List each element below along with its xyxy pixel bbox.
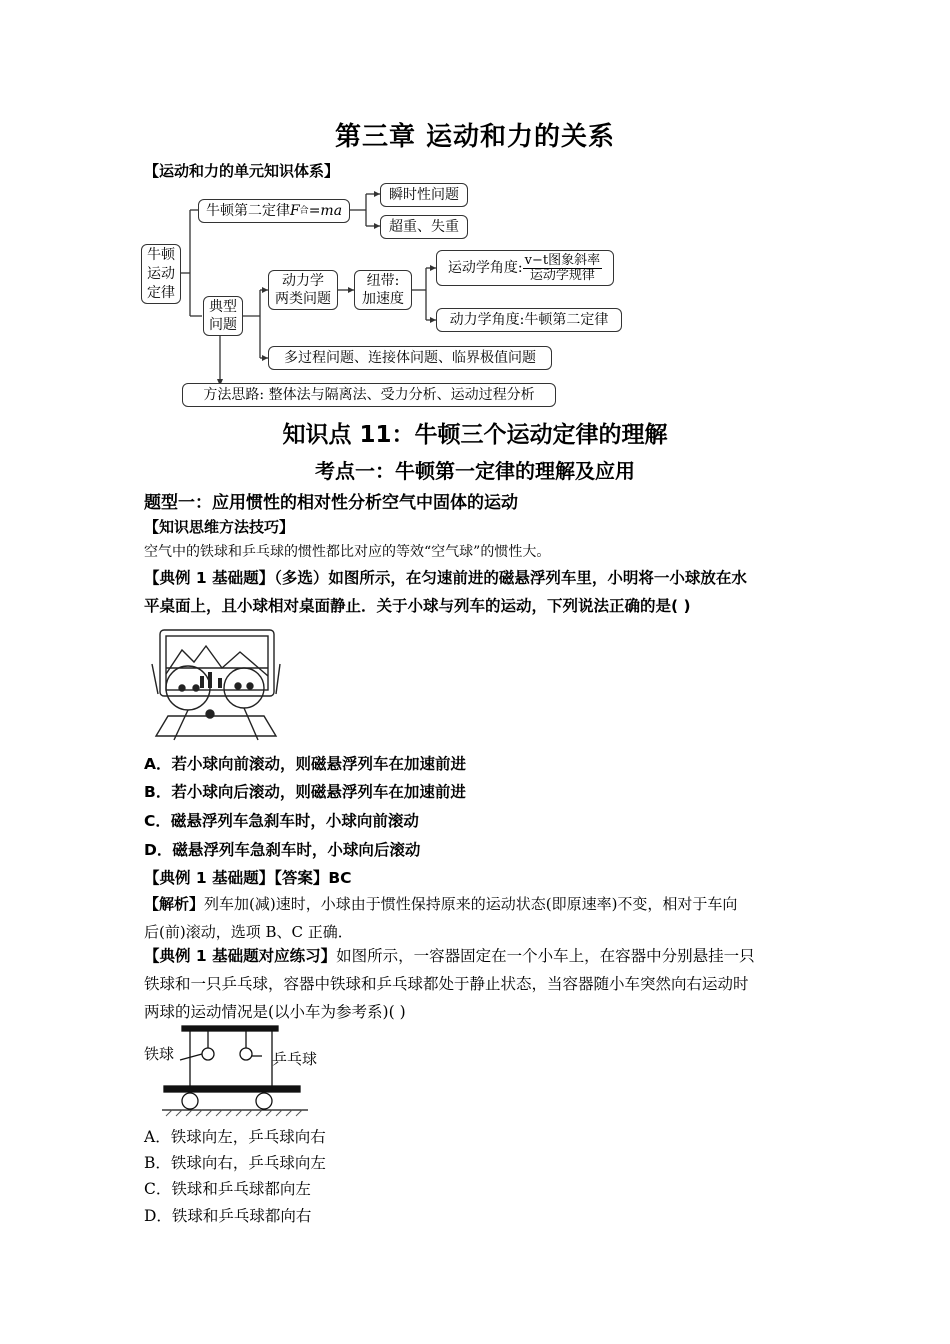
kinematic-label: 运动学角度: bbox=[447, 260, 523, 276]
example1-text-2: 平桌面上，且小球相对桌面静止．关于小球与列车的运动，下列说法正确的是( ) bbox=[144, 597, 691, 615]
second-law-prefix: 牛顿第二定律 bbox=[205, 203, 290, 219]
practice-option-c: C．铁球和乒乓球都向左 bbox=[144, 1180, 311, 1198]
example1-question bbox=[144, 564, 814, 620]
practice-question bbox=[144, 942, 814, 1026]
system-heading: 【运动和力的单元知识体系】 bbox=[144, 162, 340, 180]
example1-text-1: （多选）如图所示，在匀速前进的磁悬浮列车里，小明将一小球放在水 bbox=[274, 569, 747, 587]
figure-iron-label: 铁球 bbox=[144, 1045, 175, 1063]
diagram-overweight: 超重、失重 bbox=[380, 215, 468, 239]
second-law-f: F bbox=[289, 203, 300, 219]
diagram-multi-process: 多过程问题、连接体问题、临界极值问题 bbox=[268, 346, 552, 370]
example1-option-d: D．磁悬浮列车急刹车时，小球向后滚动 bbox=[144, 841, 421, 859]
analysis-line2: 后(前)滚动，选项 B、C 正确． bbox=[144, 923, 353, 941]
kinematic-fraction bbox=[523, 254, 602, 283]
question-type-title: 题型一：应用惯性的相对性分析空气中固体的运动 bbox=[144, 493, 518, 513]
practice-line1: 如图所示，一容器固定在一个小车上，在容器中分别悬挂一只 bbox=[336, 947, 755, 965]
exam-point-title: 考点一：牛顿第一定律的理解及应用 bbox=[315, 459, 635, 483]
second-law-sub: 合 bbox=[299, 206, 309, 216]
analysis-label: 【解析】 bbox=[144, 895, 205, 913]
tips-text: 空气中的铁球和乒乓球的惯性都比对应的等效“空气球”的惯性大。 bbox=[144, 544, 551, 560]
example1-label: 【典例 1 基础题】 bbox=[144, 569, 275, 587]
example1-analysis bbox=[144, 890, 814, 946]
diagram-kinematic-angle bbox=[436, 250, 614, 286]
answer-label: 【典例 1 基础题】【答案】 bbox=[144, 869, 329, 887]
practice-label: 【典例 1 基础题对应练习】 bbox=[144, 947, 337, 965]
practice-option-d: D．铁球和乒乓球都向右 bbox=[144, 1207, 312, 1225]
cart-diagram bbox=[142, 1022, 332, 1118]
diagram-bridge: 纽带: 加速度 bbox=[354, 270, 412, 310]
example1-option-b: B．若小球向后滚动，则磁悬浮列车在加速前进 bbox=[144, 783, 466, 801]
diagram-typical: 典型 问题 bbox=[203, 296, 243, 336]
example1-option-a: A．若小球向前滚动，则磁悬浮列车在加速前进 bbox=[144, 755, 466, 773]
practice-option-b: B．铁球向右，乒乓球向左 bbox=[144, 1154, 326, 1172]
figure-pingpong-label: 乒乓球 bbox=[272, 1050, 318, 1068]
page-title: 第三章 运动和力的关系 bbox=[334, 122, 616, 152]
diagram-root-newton-laws: 牛顿 运动 定律 bbox=[141, 244, 181, 304]
answer-value: BC bbox=[328, 869, 352, 887]
diagram-second-law bbox=[198, 199, 350, 223]
kinematic-num: v−t图象斜率 bbox=[524, 252, 601, 268]
diagram-two-kinds: 动力学 两类问题 bbox=[268, 270, 338, 310]
second-law-suffix: =ma bbox=[308, 203, 343, 219]
tips-heading: 【知识思维方法技巧】 bbox=[144, 518, 295, 536]
diagram-method: 方法思路: 整体法与隔离法、受力分析、运动过程分析 bbox=[182, 383, 556, 407]
example1-option-c: C．磁悬浮列车急刹车时，小球向前滚动 bbox=[144, 812, 419, 830]
diagram-dynamic-angle: 动力学角度:牛顿第二定律 bbox=[436, 308, 622, 332]
knowledge-point-title: 知识点 11：牛顿三个运动定律的理解 bbox=[282, 422, 668, 448]
diagram-instant: 瞬时性问题 bbox=[380, 183, 468, 207]
practice-option-a: A．铁球向左，乒乓球向右 bbox=[144, 1128, 326, 1146]
kinematic-den: 运动学规律 bbox=[529, 267, 595, 283]
analysis-line1: 列车加(减)速时，小球由于惯性保持原来的运动状态(即原速率)不变，相对于车向 bbox=[204, 895, 738, 913]
train-illustration bbox=[148, 624, 286, 746]
example1-answer bbox=[144, 866, 352, 888]
practice-line2: 铁球和一只乒乓球，容器中铁球和乒乓球都处于静止状态，当容器随小车突然向右运动时 bbox=[144, 975, 749, 993]
practice-line3: 两球的运动情况是(以小车为参考系)( ) bbox=[144, 1003, 406, 1021]
